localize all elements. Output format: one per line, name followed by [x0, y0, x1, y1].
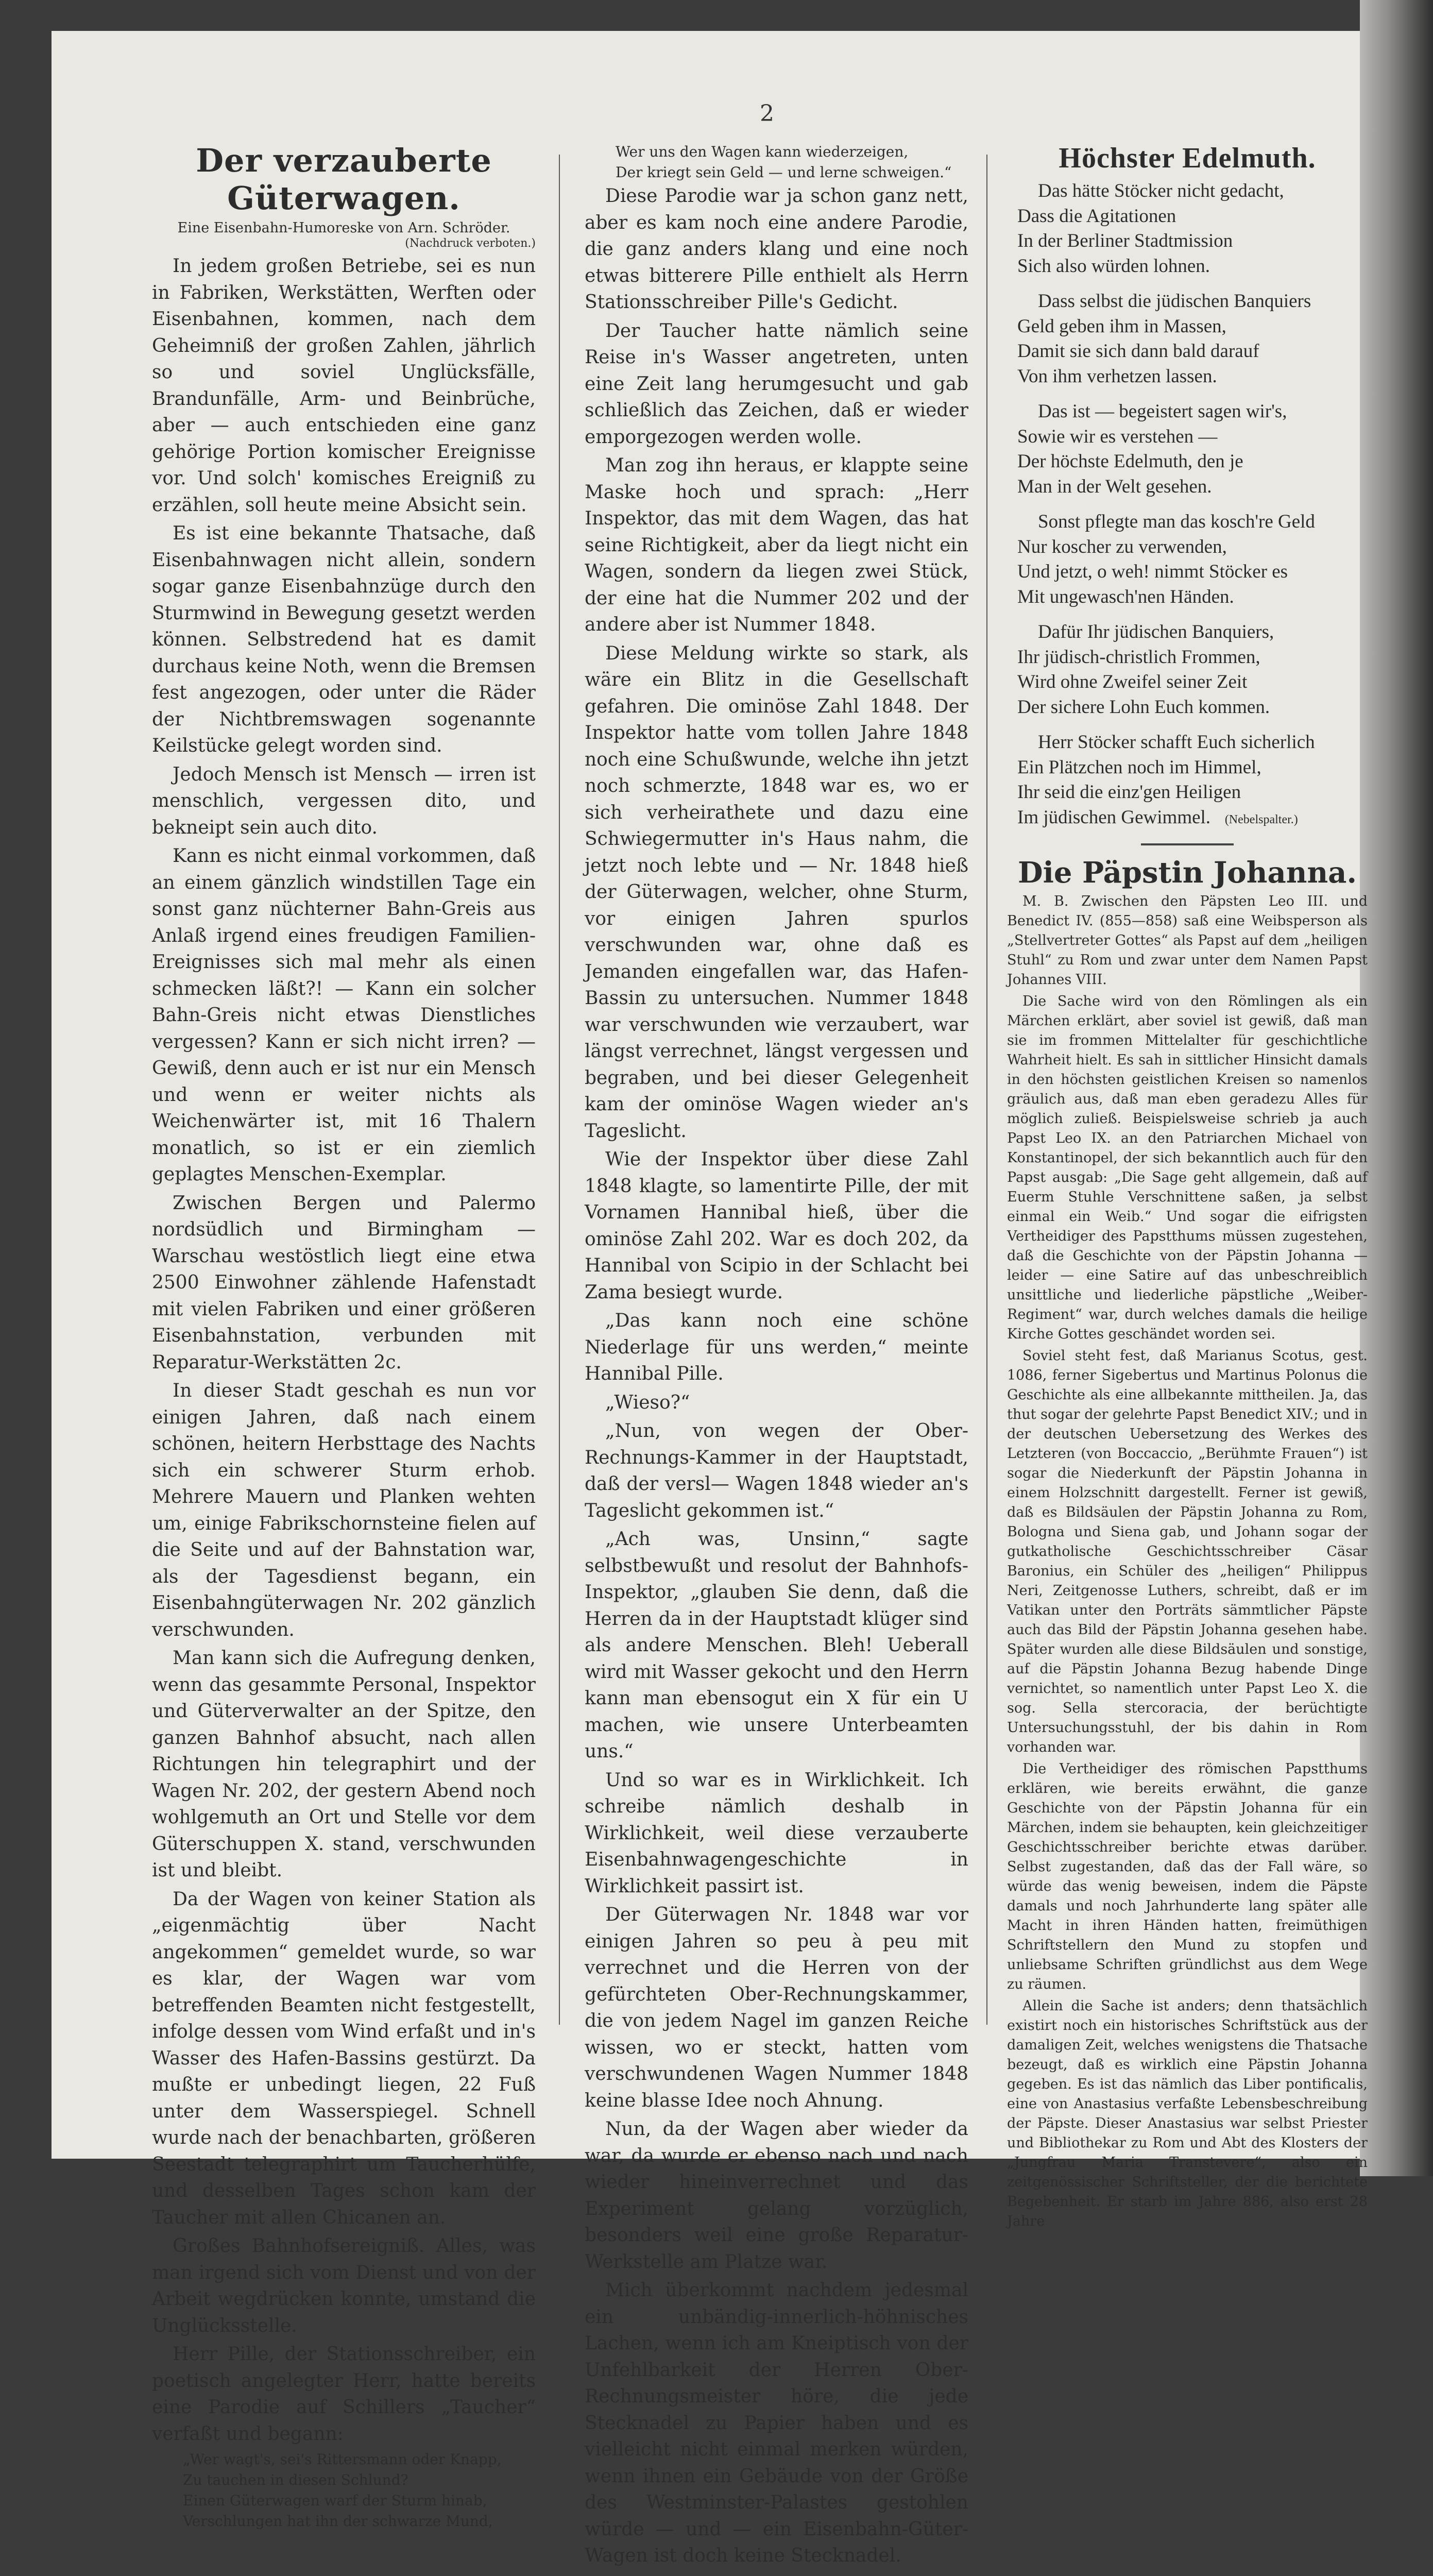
poem-line: Sich also würden lohnen. — [1017, 255, 1210, 277]
poem-line: Dass selbst die jüdischen Banquiers — [1038, 291, 1311, 312]
paragraph: Die Vertheidiger des römischen Papstthums erklären, wie bereits erwähnt, die ganze Geschichte von der Päpstin Johanna für ein Märchen, indem sie behaupten, kein gleichzeitiger Geschichtsschreiber berichte etwas darüber. Selbst zugestanden, daß das der Fall wäre, so würde das wenig beweisen, indem die Päpste damals und noch Jahrhunderte lang später alle Macht in ihren Händen hatten, freimüthigen Schriftstellern den Mund zu stopfen und unliebsame Schriften gründlichst aus dem Wege zu räumen. — [1007, 1761, 1368, 1992]
paragraph: Der Taucher hatte nämlich seine Reise in's Wasser angetreten, unten eine Zeit lang herumgesucht und gab schließlich das Zeichen, daß er wieder emporgezogen werden wolle. — [585, 320, 968, 448]
paragraph: Herr Pille, der Stationsschreiber, ein poetisch angelegter Herr, hatte bereits eine Parodie auf Schillers „Taucher“ verfaßt und begann: — [152, 2344, 536, 2445]
poem-line: Im jüdischen Gewimmel. — [1017, 806, 1211, 828]
paragraph: Die Sache wird von den Römlingen als ein Märchen erklärt, aber soviel ist gewiß, daß man sie im frommen Mittelalter für geschichtliche Wahrheit hielt. Es sah in sittlicher Hinsicht damals in den höchsten geistlichen Kreisen so namenlos gräulich aus, daß man eben geradezu Alles für möglich zuließ. Beispielsweise schrieb ja auch Papst Leo IX. an den Patriarchen Michael von Konstantinopel, der sich bekanntlich auch für den Papst ausgab: „Die Sage geht allgemein, daß auf Euerm Stuhle Verschnittene saßen, ja selbst einmal ein Weib.“ Und sogar die eifrigsten Vertheidiger des Papstthums müssen zugestehen, daß die Geschichte von der Päpstin Johanna — leider — eine Satire auf das unbeschreiblich unsittliche und liederliche päpstliche „Weiber-Regiment“ war, durch welches damals die heilige Kirche Gottes geschändet worden sei. — [1007, 993, 1368, 1342]
stanza — [1017, 399, 1368, 499]
paragraph: M. B. Zwischen den Päpsten Leo III. und Benedict IV. (855—858) saß eine Weibsperson als „Stellvertreter Gottes“ als Papst auf dem „heiligen Stuhl“ zu Rom und zwar unter dem Namen Papst Johannes VIII. — [1007, 893, 1368, 988]
paragraph: Man zog ihn heraus, er klappte seine Maske hoch und sprach: „Herr Inspektor, das mit dem Wagen, das hat seine Richtigkeit, aber da liegt nicht ein Wagen, sondern da liegen zwei Stück, der eine hat die Nummer 202 und der andere aber ist Nummer 1848. — [585, 455, 968, 635]
poem-line: In der Berliner Stadtmission — [1017, 230, 1233, 251]
verse-line: Wer uns den Wagen kann wiederzeigen, — [616, 143, 909, 160]
poem-line: Mit ungewasch'nen Händen. — [1017, 586, 1234, 607]
poem-line: Dass die Agitationen — [1017, 205, 1176, 227]
paragraph: Mich überkommt nachdem jedesmal ein unbändig-innerlich-höhnisches Lachen, wenn ich am Kneiptisch von der Unfehlbarkeit der Herren Ober-Rechnungsmeister höre, die jede Stecknadel zu Papier haben und es vielleicht nicht einmal merken würden, wenn ihnen ein Gebäude von der Größe des Westminster-Palastes gestohlen würde — und — ein Eisenbahn-Güter-Wagen ist doch keine Stecknadel. — [585, 2280, 968, 2566]
paragraph: „Wieso?“ — [605, 1392, 690, 1413]
poem-line: Ihr seid die einz'gen Heiligen — [1017, 782, 1241, 803]
stanza — [1017, 730, 1368, 832]
paragraph: In dieser Stadt geschah es nun vor einigen Jahren, daß nach einem schönen, heitern Herbsttage des Nachts sich ein schwerer Sturm erhob. Mehrere Mauern und Planken wehten um, einige Fabrikschornsteine fielen auf die Seite und auf der Bahnstation war, als der Tagesdienst begann, ein Eisenbahngüterwagen Nr. 202 gänzlich verschwunden. — [152, 1380, 536, 1640]
poem-line: Nur koscher zu verwenden, — [1017, 536, 1227, 557]
parody-verse-cont — [616, 142, 968, 183]
paragraph: „Nun, von wegen der Ober-Rechnungs-Kammer in der Hauptstadt, daß der versl— Wagen 1848 wieder an's Tageslicht gekommen ist.“ — [585, 1420, 968, 1521]
article-title-2: Die Päpstin Johanna. — [1018, 856, 1357, 890]
stanza — [1017, 289, 1368, 389]
poem-line: Das ist — begeistert sagen wir's, — [1038, 401, 1287, 422]
poem-line: Sonst pflegte man das kosch're Geld — [1038, 511, 1315, 532]
poem-line: Sowie wir es verstehen — — [1017, 426, 1218, 447]
poem-line: Der höchste Edelmuth, den je — [1017, 451, 1243, 472]
column-rule-2 — [986, 155, 987, 2025]
poem-line: Der sichere Lohn Euch kommen. — [1017, 696, 1270, 718]
paragraph: Zwischen Bergen und Palermo nordsüdlich und Birmingham — Warschau westöstlich liegt eine etwa 2500 Einwohner zählende Hafenstadt mit vielen Fabriken und einer größeren Eisenbahnstation, verbunden mit Reparatur-Werkstätten 2c. — [152, 1192, 536, 1373]
article-body-2 — [1007, 892, 1368, 2231]
column-1 — [152, 142, 536, 2532]
paragraph: Man kann sich die Aufregung denken, wenn das gesammte Personal, Inspektor und Güterverwalter an der Spitze, den ganzen Bahnhof absucht, nach allen Richtungen hin telegraphirt und der Wagen Nr. 202, der gestern Abend noch wohlgemuth an Ort und Stelle vor dem Güterschuppen X. stand, verschwunden ist und bleibt. — [152, 1648, 536, 1881]
poem-line-last — [1017, 805, 1368, 833]
poem-line: Herr Stöcker schafft Euch sicherlich — [1038, 732, 1315, 753]
paragraph: Allein die Sache ist anders; denn thatsächlich existirt noch ein historisches Schriftstück aus der damaligen Zeit, welches wenigstens die Thatsache bezeugt, daß es wirklich eine Päpstin Johanna gegeben. Es ist das nämlich das Liber pontificalis, eine von Anastasius verfaßte Lebensbeschreibung der Päpste. Dieser Anastasius war selbst Priester und Bibliothekar zu Rom und Abt des Klosters der „Jungfrau Maria Transtevere“, also ein zeitgenössischer Schriftsteller, der die berichtete Begebenheit. Er starb im Jahre 886, also erst 28 Jahre — [1007, 1998, 1368, 2229]
article-subtitle: Eine Eisenbahn-Humoreske von Arn. Schröder. — [177, 220, 510, 236]
poem-line: Man in der Welt gesehen. — [1017, 476, 1212, 497]
column-3 — [1007, 142, 1368, 2233]
parody-verse — [183, 2449, 536, 2532]
paragraph: Da der Wagen von keiner Station als „eigenmächtig über Nacht angekommen“ gemeldet wurde, so war es klar, der Wagen war vom betreffenden Beamten nicht festgestellt, infolge dessen vom Wind erfaßt und in's Wasser des Hafen-Bassins gestürzt. Da mußte er unbedingt liegen, 22 Fuß unter dem Wasserspiegel. Schnell wurde nach der benachbarten, größeren Seestadt telegraphirt um Taucherhülfe, und desselben Tages schon kam der Taucher mit allen Chicanen an. — [152, 1888, 536, 2228]
poem-line: Das hätte Stöcker nicht gedacht, — [1038, 180, 1284, 201]
paragraph: Diese Parodie war ja schon ganz nett, aber es kam noch eine andere Parodie, die ganz anders klang und eine noch etwas bitterere Pille enthielt als Herrn Stationsschreiber Pille's Gedicht. — [585, 185, 968, 313]
paragraph: Jedoch Mensch ist Mensch — irren ist menschlich, vergessen dito, und bekneipt sein auch dito. — [152, 764, 536, 838]
scan-edge — [1360, 0, 1433, 2176]
poem-line: Geld geben ihm in Massen, — [1017, 315, 1226, 337]
paragraph: Der Güterwagen Nr. 1848 war vor einigen Jahren so peu à peu mit verrechnet und die Herren von der gefürchteten Ober-Rechnungskammer, die von jedem Nagel im ganzen Reiche wissen, wo er steckt, hatten vom verschwundenen Wagen Nummer 1848 keine blasse Idee noch Ahnung. — [585, 1904, 968, 2111]
paragraph: Großes Bahnhofsereigniß. Alles, was man irgend sich vom Dienst und von der Arbeit wegdrücken konnte, umstand die Unglücksstelle. — [152, 2235, 536, 2336]
poem-source: (Nebelspalter.) — [1224, 812, 1298, 826]
poem-line: Wird ohne Zweifel seiner Zeit — [1017, 671, 1248, 692]
poem-line: Damit sie sich dann bald darauf — [1017, 341, 1259, 362]
stanza — [1017, 179, 1368, 279]
stanza — [1017, 510, 1368, 609]
verse-line: Zu tauchen in diesen Schlund? — [183, 2471, 408, 2488]
verse-line: Verschlungen hat ihn der schwarze Mund, — [183, 2513, 493, 2530]
poem — [1017, 179, 1368, 832]
paragraph: Kann es nicht einmal vorkommen, daß an einem gänzlich windstillen Tage ein sonst ganz nüchterner Bahn-Greis aus Anlaß irgend eines freudigen Familien-Ereignisses sich mal mehr als einen schmecken läßt?! — Kann ein solcher Bahn-Greis nicht etwas Dienstliches vergessen? Kann er sich nicht irren? — Gewiß, denn auch er ist nur ein Mensch und wenn er weiter nichts als Weichenwärter ist, mit 16 Thalern monatlich, so ist er ein ziemlich geplagtes Menschen-Exemplar. — [152, 845, 536, 1185]
paragraph: „Das kann noch eine schöne Niederlage für uns werden,“ meinte Hannibal Pille. — [585, 1310, 968, 1384]
paragraph: Es ist eine bekannte Thatsache, daß Eisenbahnwagen nicht allein, sondern sogar ganze Eisenbahnzüge durch den Sturmwind in Bewegung gesetzt werden können. Selbstredend hat es damit durchaus keine Noth, wenn die Bremsen fest angezogen, oder unter die Räder der Nichtbremswagen sogenannte Keilstücke gelegt worden sind. — [152, 523, 536, 756]
verse-line: Einen Güterwagen warf der Sturm hinab, — [183, 2492, 487, 2509]
poem-line: Und jetzt, o weh! nimmt Stöcker es — [1017, 561, 1288, 582]
paragraph: Soviel steht fest, daß Marianus Scotus, gest. 1086, ferner Sigebertus und Martinus Polonus die Geschichte als eine allbekannte mittheilen. Ja, das thut sogar der gelehrte Papst Benedict XIV.; und in der deutschen Uebersetzung des Werkes des Letzteren (von Boccaccio, „Berühmte Frauen“) ist sogar die Niederkunft der Päpstin Johanna in einem Holzschnitt dargestellt. Ferner ist gewiß, daß es Bildsäulen der Päpstin Johanna zu Rom, Bologna und Siena gab, und Johann sogar der gutkatholische Geschichtsschreiber Cäsar Baronius, ein Schüler des „heiligen“ Philippus Neri, Zeitgenosse Luthers, schreibt, daß er im Vatikan unter den Porträts sämmtlicher Päpste auch das Bild der Päpstin Johanna gesehen habe. Später wurden alle diese Bildsäulen und sonstige, auf die Päpstin Johanna Bezug habende Dinge vernichtet, so namentlich unter Papst Leo X. die sog. Sella stercoracia, der berüchtigte Untersuchungsstuhl, der bis dahin in Rom vorhanden war. — [1007, 1348, 1368, 1755]
verse-line: Der kriegt sein Geld — und lerne schweigen.“ — [616, 164, 952, 181]
paragraph: Nun, da der Wagen aber wieder da war, da wurde er ebenso nach und nach wieder hineinverrechnet und das Experiment gelang vorzüglich, besonders weil eine große Reparatur-Werkstelle am Platze war. — [585, 2119, 968, 2273]
article-title: Der verzauberte Güterwagen. — [196, 142, 492, 217]
column-rule-1 — [559, 155, 560, 2025]
section-rule — [1141, 843, 1234, 845]
poem-line: Von ihm verhetzen lassen. — [1017, 365, 1217, 387]
reprint-notice: (Nachdruck verboten.) — [405, 237, 536, 250]
paragraph: Diese Meldung wirkte so stark, als wäre ein Blitz in die Gesellschaft gefahren. Die ominöse Zahl 1848. Der Inspektor hatte vom tollen Jahre 1848 noch eine Schußwunde, welche ihn jetzt noch schmerzte, 1848 war es, wo er sich verheirathete und dazu eine Schwiegermutter in's Haus nahm, die jetzt noch lebte und — Nr. 1848 hieß der Güterwagen, welcher, ohne Sturm, vor einigen Jahren spurlos verschwunden war, ohne daß es Jemanden eingefallen war, das Hafen-Bassin zu untersuchen. Nummer 1848 war verschwunden wie verzaubert, war längst verrechnet, längst vergessen und begraben, und bei dieser Gelegenheit kam der ominöse Wagen wieder an's Tageslicht. — [585, 642, 968, 1142]
poem-line: Ein Plätzchen noch im Himmel, — [1017, 756, 1261, 778]
paragraph: In jedem großen Betriebe, sei es nun in Fabriken, Werkstätten, Werften oder Eisenbahnen, kommen, nach dem Geheimniß der großen Zahlen, jährlich so und soviel Unglücksfälle, Brandunfälle, Arm- und Beinbrüche, aber — auch entschieden eine ganz gehörige Portion komischer Ereignisse vor. Und solch' komisches Ereigniß zu erzählen, soll heute meine Absicht sein. — [152, 256, 536, 516]
verse-line: „Wer wagt's, sei's Rittersmann oder Knapp, — [183, 2451, 502, 2468]
page-number: 2 — [760, 100, 774, 127]
poem-line: Dafür Ihr jüdischen Banquiers, — [1038, 621, 1274, 642]
paragraph: Und so war es in Wirklichkeit. Ich schreibe nämlich deshalb in Wirklichkeit, weil diese verzauberte Eisenbahnwagengeschichte in Wirklichkeit passirt ist. — [585, 1769, 968, 1897]
column-2 — [585, 142, 968, 2576]
stanza — [1017, 620, 1368, 720]
poem-line: Ihr jüdisch-christlich Frommen, — [1017, 646, 1260, 668]
poem-title: Höchster Edelmuth. — [1059, 142, 1316, 174]
paragraph: Wie der Inspektor über diese Zahl 1848 klagte, so lamentirte Pille, der mit Vornamen Hannibal hieß, über die ominöse Zahl 202. War es doch 202, da Hannibal von Scipio in der Schlacht bei Zama besiegt wurde. — [585, 1149, 968, 1303]
paragraph: „Ach was, Unsinn,“ sagte selbstbewußt und resolut der Bahnhofs-Inspektor, „glauben Sie denn, daß die Herren da in der Hauptstadt klüger sind als andere Menschen. Bleh! Ueberall wird mit Wasser gekocht und den Herrn kann man ebensogut ein X für ein U machen, wie unsere Unterbeamten uns.“ — [585, 1529, 968, 1762]
